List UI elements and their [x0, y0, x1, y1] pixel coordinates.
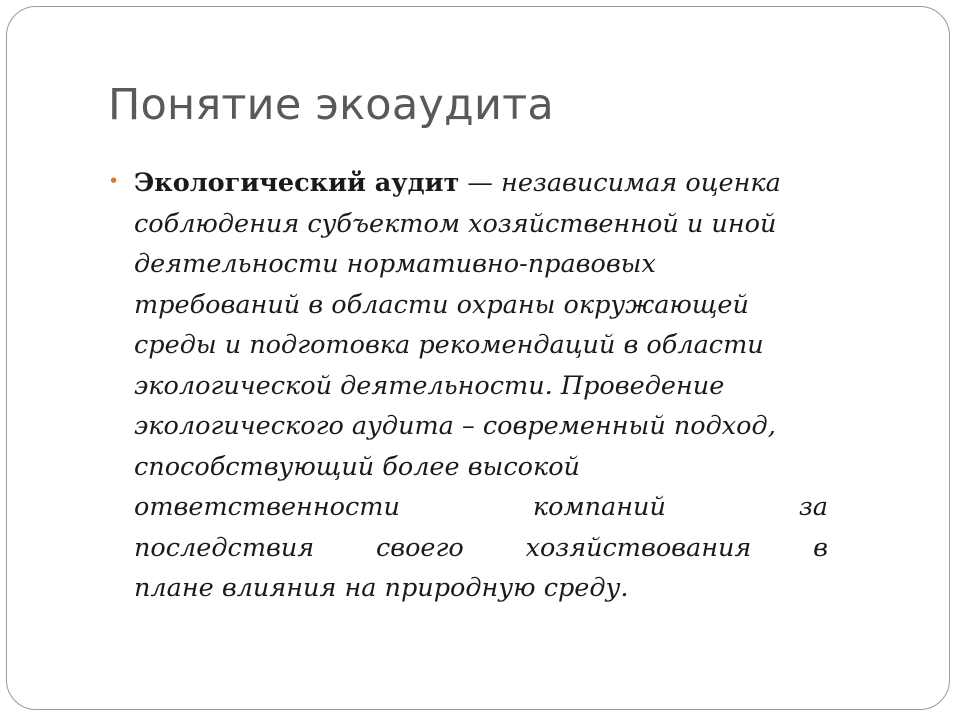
text-line-9 [134, 487, 828, 528]
text-line-6: экологической деятельности. Проведение [134, 370, 725, 401]
term-dash: — [459, 168, 502, 198]
bullet-list [108, 163, 828, 609]
text-line-10 [134, 528, 828, 569]
word: своего [375, 532, 464, 563]
text-line-4: требований в области охраны окружающей [134, 289, 749, 320]
text-line-7: экологического аудита – современный подход, [134, 411, 776, 441]
bullet-text [134, 163, 828, 609]
text-line-2: соблюдения субъектом хозяйственной и иной [134, 208, 777, 239]
text-line-5: среды и подготовка рекомендаций в области [134, 330, 764, 360]
text-line-8: способствующий более высокой [134, 451, 580, 482]
word: за [798, 492, 828, 522]
word: последствия [134, 532, 315, 563]
text-line-3: деятельности нормативно-правовых [134, 249, 656, 279]
bullet-marker-icon: • [108, 170, 120, 192]
text-line-1 [134, 163, 828, 204]
word: хозяйствования [525, 532, 752, 563]
word: в [813, 532, 828, 563]
word: компаний [532, 492, 666, 522]
slide-title: Понятие экоаудита [108, 80, 554, 130]
text-line-11: плане влияния на природную среду. [134, 573, 629, 603]
definition-text-1: независимая оценка [501, 168, 781, 198]
bullet-item-definition [108, 163, 828, 609]
term-label: Экологический аудит [134, 168, 460, 198]
word: ответственности [134, 492, 400, 522]
